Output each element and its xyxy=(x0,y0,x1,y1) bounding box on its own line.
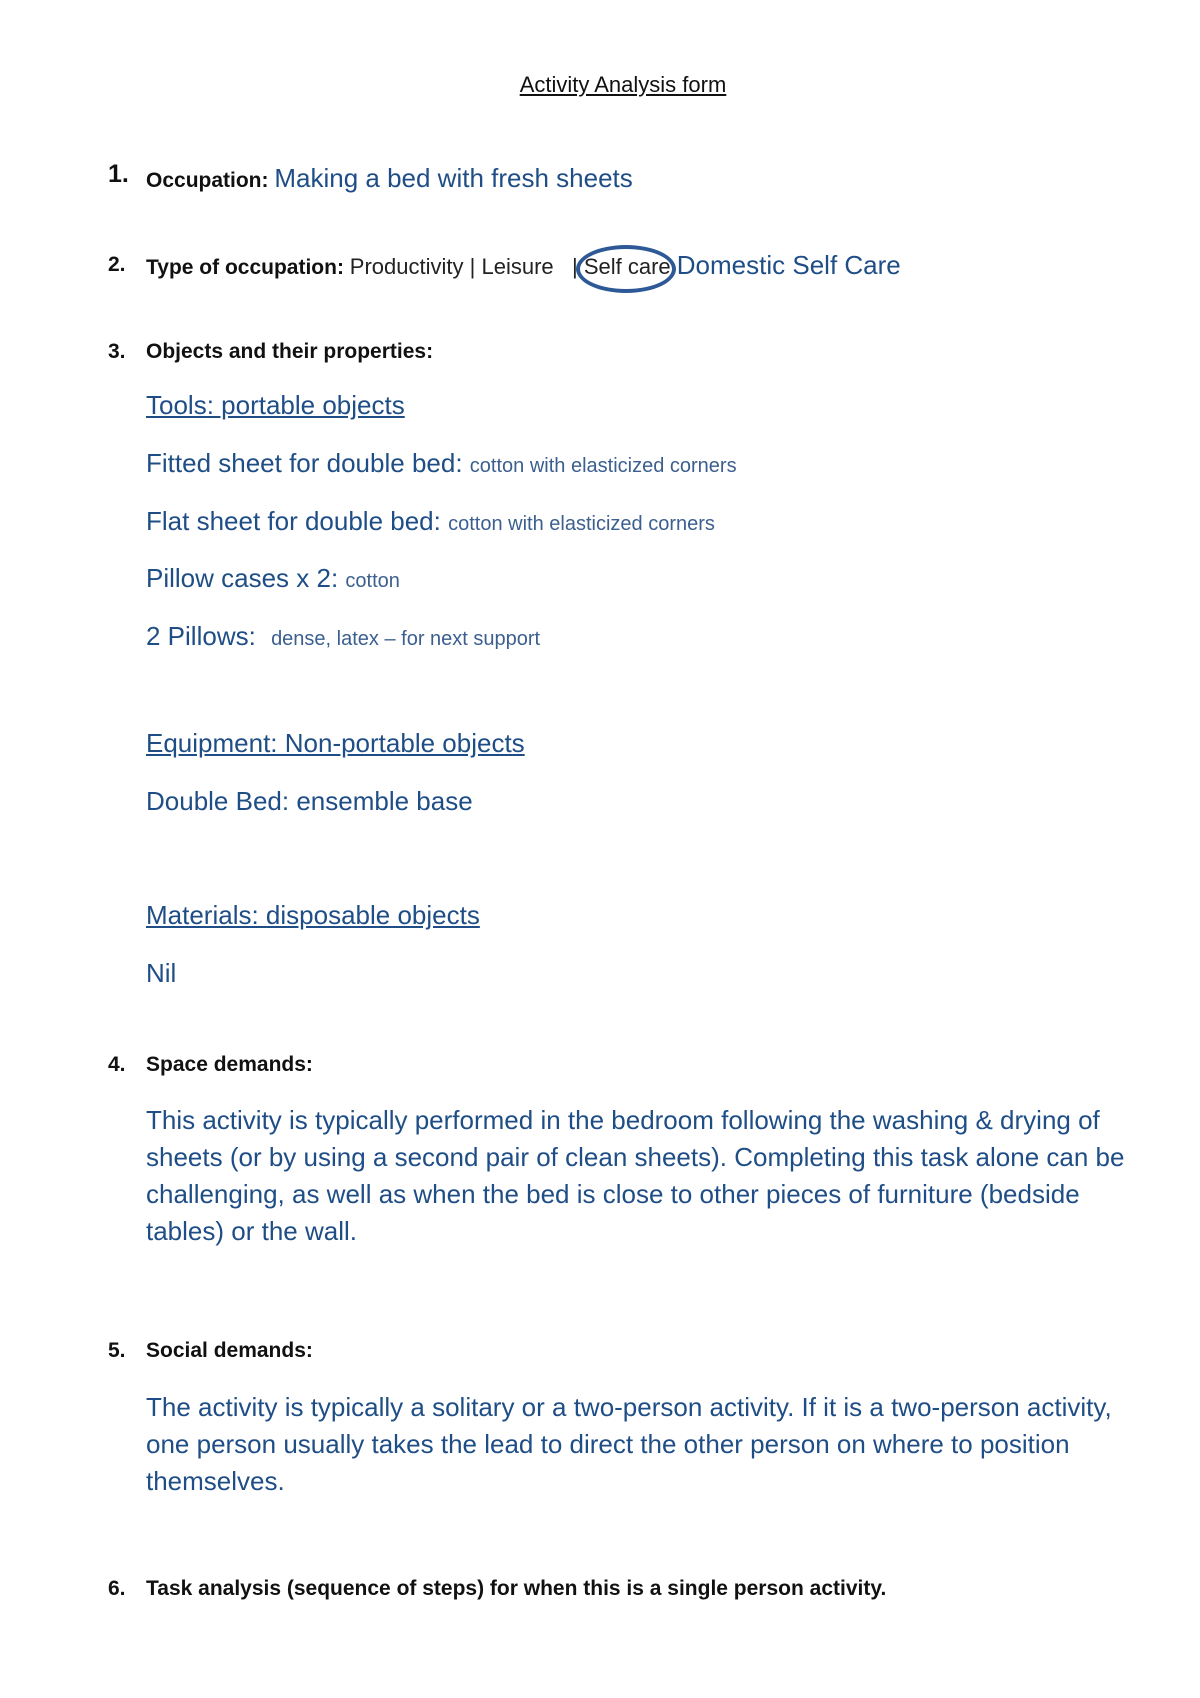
space-label: Space demands: xyxy=(146,1053,313,1076)
type-selected-note: Domestic Self Care xyxy=(676,250,901,280)
occupation-row xyxy=(146,163,633,194)
tool-item xyxy=(146,448,737,479)
equipment-item: Double Bed: ensemble base xyxy=(146,786,473,816)
item-number-5: 5. xyxy=(108,1339,126,1362)
option-self-care: Self care xyxy=(583,254,671,279)
tool-name: Fitted sheet for double bed: xyxy=(146,448,463,478)
item-number-1: 1. xyxy=(108,160,129,188)
social-text: The activity is typically a solitary or a two-person activity. If it is a two-person activity, one person usually takes the lead to direct the other person on where to position themselves. xyxy=(146,1392,1112,1496)
tool-item xyxy=(146,506,715,537)
tool-item xyxy=(146,621,540,652)
tool-detail: dense, latex – for next support xyxy=(271,628,541,650)
objects-label: Objects and their properties: xyxy=(146,340,434,363)
equipment-heading: Equipment: Non-portable objects xyxy=(146,728,525,758)
tools-heading: Tools: portable objects xyxy=(146,390,405,420)
selection-circle xyxy=(576,245,676,293)
tool-name: Flat sheet for double bed: xyxy=(146,506,441,536)
materials-heading: Materials: disposable objects xyxy=(146,900,480,930)
type-row xyxy=(146,250,901,281)
item-number-6: 6. xyxy=(108,1577,126,1600)
item-number-4: 4. xyxy=(108,1053,126,1076)
space-text: This activity is typically performed in the bedroom following the washing & drying of sheets (or by using a second pair of clean sheets). Completing this task alone can be challenging, as well as when the bed is close to other pieces of furniture (bedside tables) or the wall. xyxy=(146,1105,1125,1246)
task-label: Task analysis (sequence of steps) for when this is a single person activity. xyxy=(146,1577,887,1600)
tool-detail: cotton xyxy=(345,570,400,592)
occupation-label: Occupation: xyxy=(146,169,269,192)
tool-name: Pillow cases x 2: xyxy=(146,563,339,593)
tool-item xyxy=(146,563,400,594)
separator: | xyxy=(469,254,476,279)
tool-detail: cotton with elasticized corners xyxy=(469,455,737,477)
page-title: Activity Analysis form xyxy=(519,72,727,97)
option-productivity: Productivity xyxy=(349,254,464,279)
option-leisure: Leisure xyxy=(481,254,554,279)
item-number-2: 2. xyxy=(108,253,126,276)
item-number-3: 3. xyxy=(108,340,126,363)
tool-detail: cotton with elasticized corners xyxy=(448,513,715,535)
occupation-value: Making a bed with fresh sheets xyxy=(274,163,633,193)
type-label: Type of occupation: xyxy=(146,256,344,279)
materials-item: Nil xyxy=(146,958,177,988)
social-label: Social demands: xyxy=(146,1339,313,1362)
separator: | xyxy=(571,254,578,279)
tool-name: 2 Pillows: xyxy=(146,621,256,651)
